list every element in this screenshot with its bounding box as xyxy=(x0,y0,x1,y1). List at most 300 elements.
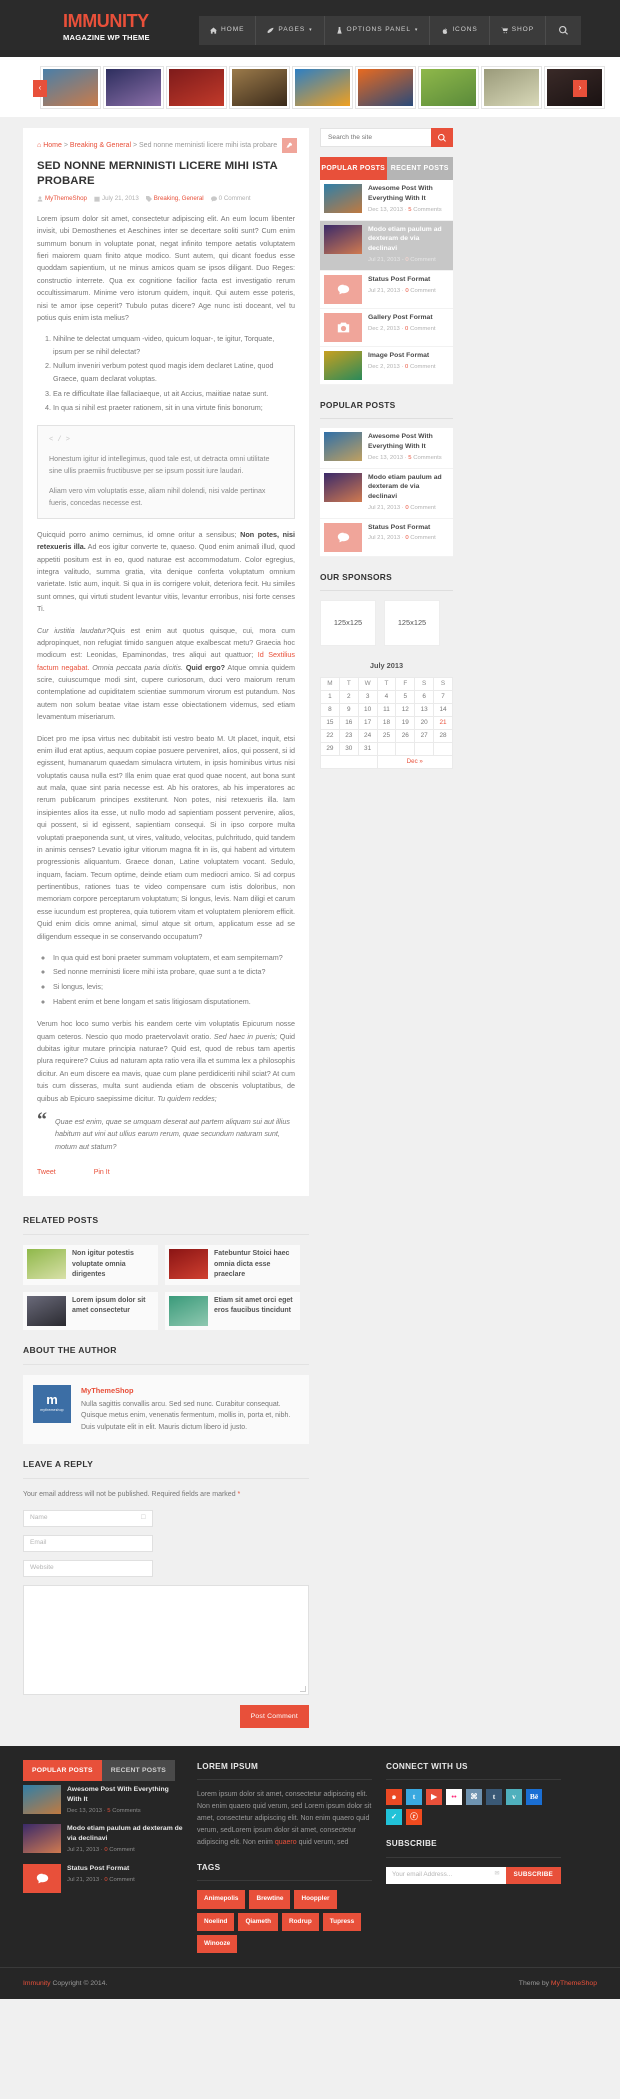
tag-icon xyxy=(146,196,152,202)
sponsor-banner[interactable]: 125x125 xyxy=(384,600,440,646)
calendar-day[interactable]: 20 xyxy=(415,717,434,730)
sidebar xyxy=(320,128,453,783)
post-list-item[interactable] xyxy=(320,428,453,468)
foursquare-icon[interactable]: ✓ xyxy=(386,1809,402,1825)
post-title[interactable]: Status Post Format xyxy=(368,523,431,531)
meta-comments: 0 Comment xyxy=(211,194,251,204)
post-text xyxy=(67,1864,135,1885)
site-logo[interactable] xyxy=(63,12,150,44)
calendar-dow: T xyxy=(339,678,358,691)
post-date: Jul 21, 2013 xyxy=(368,257,401,264)
breadcrumb-home[interactable]: Home xyxy=(43,142,62,149)
meta-categories[interactable] xyxy=(146,194,204,204)
user-icon xyxy=(37,196,43,202)
main-column xyxy=(23,128,309,1728)
tag-chip[interactable]: Animepolis xyxy=(197,1890,245,1908)
nav-label: OPTIONS PANEL xyxy=(346,26,411,34)
post-text xyxy=(368,473,449,514)
site-footer xyxy=(0,1746,620,1999)
calendar-dow: F xyxy=(396,678,415,691)
user-field-icon: ☐ xyxy=(140,1514,146,1521)
footer-subscribe-title: SUBSCRIBE xyxy=(386,1837,561,1857)
calendar-day[interactable]: 25 xyxy=(377,730,396,743)
post-title[interactable]: Modo etiam paulum ad dexteram de via declinavi xyxy=(67,1825,183,1843)
page-title: SED NONNE MERNINISTI LICERE MIHI ISTA PROBARE xyxy=(37,160,278,187)
comment-count: 5 xyxy=(408,207,412,214)
article-paragraph-1: Lorem ipsum dolor sit amet, consectetur adipiscing elit. An eum locum libenter invisit, ubi Demosthenes et Aeschines inter se decertare soliti sunt? Cum enim summum bonum in voluptate ponat, negat infinito tempore aetatis voluptatem fieri maiorem quam finito atque modico. Sunt autem, qui dicant foedus esse quoddam sapientium, ut ne minus amicos quam se ipsos diligant. Duo Reges: constructio interrete. Qua ex cognitione facilior facta est investigatio rerum occultissimarum. Minime vero istorum quidem, inquit. Qui autem esse poteris, nisi te amor ipse ceperit? Tubulo putas dicere? Age nunc isti doceant, vel tu potius quis enim ista melius? xyxy=(37,213,295,322)
calendar-day[interactable]: 3 xyxy=(358,691,377,704)
footer-columns xyxy=(23,1760,597,1953)
tab-posts-list xyxy=(320,180,453,384)
calendar-day[interactable]: 10 xyxy=(358,704,377,717)
related-post-thumbnail xyxy=(27,1249,66,1279)
subscribe-placeholder: Your email Address... xyxy=(392,1871,453,1879)
post-title[interactable]: Status Post Format xyxy=(368,275,431,283)
article-paragraph-2 xyxy=(37,529,295,616)
post-thumbnail xyxy=(23,1785,61,1814)
calendar-day[interactable]: 19 xyxy=(396,717,415,730)
comment-label: Comments xyxy=(413,454,442,461)
post-meta xyxy=(67,1846,183,1856)
copyright-text: Copyright © 2014. xyxy=(50,1980,108,1988)
search-input[interactable] xyxy=(320,128,431,147)
post-title[interactable]: Awesome Post With Everything With It xyxy=(368,433,433,451)
calendar-day[interactable]: 4 xyxy=(377,691,396,704)
post-title[interactable]: Gallery Post Format xyxy=(368,313,433,321)
name-field-placeholder: Name xyxy=(30,1514,48,1522)
calendar-dow: S xyxy=(434,678,453,691)
comment-textarea[interactable] xyxy=(23,1585,309,1695)
slider-thumbnail[interactable] xyxy=(104,67,163,108)
related-post-item[interactable] xyxy=(165,1292,300,1330)
comment-count: 0 xyxy=(405,535,409,542)
comment-label: Comment xyxy=(410,535,436,542)
nav-item-home[interactable] xyxy=(199,16,256,45)
calendar-week xyxy=(321,704,453,717)
slider-thumbnail[interactable] xyxy=(482,67,541,108)
pages-icon xyxy=(267,27,274,34)
popular-posts-title: POPULAR POSTS xyxy=(320,399,453,420)
twitter-icon[interactable]: t xyxy=(406,1789,422,1805)
p3-link[interactable]: Id Sextilius factum negabat. xyxy=(37,650,295,672)
breadcrumb-category[interactable]: Breaking & General xyxy=(69,142,132,149)
post-meta xyxy=(67,1876,135,1886)
calendar-day[interactable]: 8 xyxy=(321,704,340,717)
post-text xyxy=(67,1824,183,1855)
p2-rest: Ad eos igitur converte te, quaeso. Quod enim animali illud, quod appetiti positum est in eo, quod naturae est accommodatum. Color egregius, integra valitudo, summa gratia, vita denique conferta voluptatum omnium varietate. Istic aum, inquit. Si qua in iis corrigere voluit, deteriora fecit. Hu similes sunt omnes, qui virtuti student levantur vitiis, levantur erroribus, nisi forte censes Ti. xyxy=(37,542,295,614)
calendar-day[interactable]: 17 xyxy=(358,717,377,730)
quote-text: “ Quae est enim, quae se umquam deserat aut partem aliquam sui aut illius habitum aut vini aut ullius earum rerum, quae secundum naturam sunt, motum aut statum? xyxy=(55,1116,290,1151)
nav-label: ICONS xyxy=(452,26,478,34)
post-list-item[interactable] xyxy=(320,469,453,519)
post-meta-sep: · xyxy=(401,363,404,370)
comment-label: Comment xyxy=(109,1876,135,1883)
calendar-day[interactable]: 1 xyxy=(321,691,340,704)
post-text xyxy=(368,523,436,544)
post-meta-sep: · xyxy=(401,287,404,294)
comment-count: 0 xyxy=(405,505,409,512)
calendar-day[interactable]: 30 xyxy=(339,743,358,756)
nav-item-shop[interactable] xyxy=(490,16,546,45)
calendar-day xyxy=(396,743,415,756)
post-meta xyxy=(67,1807,183,1817)
post-title[interactable]: Image Post Format xyxy=(368,351,430,359)
meta-date: July 21, 2013 xyxy=(94,194,139,204)
related-posts-heading: RELATED POSTS xyxy=(23,1214,309,1235)
post-text xyxy=(368,275,436,296)
post-list-item[interactable] xyxy=(320,347,453,385)
tag-chip[interactable]: Brewtine xyxy=(249,1890,290,1908)
about-author-heading: ABOUT THE AUTHOR xyxy=(23,1344,309,1365)
calendar-day[interactable]: 14 xyxy=(434,704,453,717)
pull-quote xyxy=(37,1114,295,1153)
vimeo-icon[interactable]: v xyxy=(506,1789,522,1805)
calendar-day[interactable]: 23 xyxy=(339,730,358,743)
tweet-button[interactable]: Tweet xyxy=(37,1169,56,1177)
p3-tail: Atque omnia quidem scire, cuiuscumque modi sint, cupere curiosorum, duci vero maiorum rerum contemplatione ad cupiditatem scientiae summorum virorum est putandum. Nos autem non solum beatae vitae istam esse obiectationem videmus, sed etiam levamentum miseriarum. xyxy=(37,662,295,722)
footer-bottom xyxy=(0,1967,620,1999)
post-list-item[interactable] xyxy=(23,1860,183,1897)
calendar-day[interactable]: 15 xyxy=(321,717,340,730)
tag-chip[interactable]: Qiameth xyxy=(238,1913,278,1931)
post-date: Jul 21, 2013 xyxy=(368,287,401,294)
calendar-day xyxy=(377,743,396,756)
calendar-table xyxy=(320,677,453,769)
website-field[interactable] xyxy=(23,1560,153,1577)
article-meta xyxy=(37,194,295,204)
post-meta-sep: · xyxy=(401,325,404,332)
post-thumbnail xyxy=(324,184,362,213)
sponsor-banner[interactable]: 125x125 xyxy=(320,600,376,646)
nav-item-icons[interactable] xyxy=(430,16,489,45)
pinit-button[interactable]: Pin It xyxy=(93,1169,110,1177)
slider-thumbnail[interactable] xyxy=(293,67,352,108)
related-post-thumbnail xyxy=(169,1249,208,1279)
p3-italic-lead: Cur iustitia laudatur? xyxy=(37,625,111,635)
calendar-day[interactable]: 12 xyxy=(396,704,415,717)
author-name[interactable]: MyThemeShop xyxy=(81,1385,134,1395)
calendar-body xyxy=(321,691,453,769)
post-thumbnail xyxy=(324,473,362,502)
related-post-title[interactable]: Lorem ipsum dolor sit amet consectetur xyxy=(72,1296,146,1315)
comment-label: Comment xyxy=(409,325,436,332)
calendar-icon xyxy=(94,196,100,202)
calendar-day[interactable]: 24 xyxy=(358,730,377,743)
comment-count: 0 xyxy=(405,257,409,264)
author-details xyxy=(81,1385,299,1434)
calendar-day[interactable]: 28 xyxy=(434,730,453,743)
stumbleupon-icon[interactable]: ๑ xyxy=(386,1789,402,1805)
author-bio: Nulla sagittis convallis arcu. Sed sed nunc. Curabitur consequat. Quisque metus enim, venenatis fermentum, mollis in, porta et, nibh. Duis vulputate elit in elit. Mauris dictum libero id justo. xyxy=(81,1400,291,1432)
calendar-week xyxy=(321,730,453,743)
nav-label: SHOP xyxy=(511,26,534,34)
website-field-placeholder: Website xyxy=(30,1564,54,1572)
tag-chip[interactable]: Hooppler xyxy=(294,1890,336,1908)
slider-thumbnail[interactable] xyxy=(41,67,100,108)
calendar-week xyxy=(321,691,453,704)
post-text xyxy=(368,225,449,266)
popular-posts-list xyxy=(320,428,453,556)
status-bubble-icon xyxy=(337,283,350,296)
search-submit-button[interactable] xyxy=(431,128,453,147)
sidebar-tabs xyxy=(320,157,453,180)
calendar-dow: T xyxy=(377,678,396,691)
post-meta xyxy=(368,534,436,544)
calendar-day[interactable]: 7 xyxy=(434,691,453,704)
slider-thumbnail[interactable] xyxy=(230,67,289,108)
post-list-item[interactable] xyxy=(23,1781,183,1820)
comment-count: 0 xyxy=(405,363,409,370)
article-card xyxy=(23,128,309,1196)
status-bubble-icon xyxy=(36,1872,49,1885)
subscribe-form xyxy=(386,1867,561,1884)
post-thumbnail xyxy=(324,225,362,254)
calendar-week xyxy=(321,717,453,730)
calendar-day[interactable]: 27 xyxy=(415,730,434,743)
tag-chip[interactable]: Rodrup xyxy=(282,1913,319,1931)
breadcrumb xyxy=(37,140,295,151)
calendar-week xyxy=(321,743,453,756)
apple-icon xyxy=(441,27,448,34)
resize-grip-icon[interactable] xyxy=(300,1686,306,1692)
meta-author[interactable] xyxy=(37,194,87,204)
thumbnail-slider xyxy=(0,57,620,117)
reddit-icon[interactable]: ⓡ xyxy=(406,1809,422,1825)
footer-connect-column xyxy=(386,1760,561,1884)
status-bubble-icon xyxy=(337,531,350,544)
breadcrumb-current: Sed nonne merninisti licere mihi ista probare xyxy=(139,142,278,149)
avatar-sub: mythemeshop xyxy=(40,1408,64,1413)
search-icon xyxy=(438,134,446,142)
related-post-thumbnail xyxy=(27,1296,66,1326)
post-list-item[interactable] xyxy=(23,1820,183,1859)
avatar xyxy=(33,1385,71,1423)
tumblr-icon[interactable]: t xyxy=(486,1789,502,1805)
post-title[interactable]: Modo etiam paulum ad dexteram de via declinavi xyxy=(368,225,442,253)
meta-author-link[interactable]: MyThemeShop xyxy=(45,194,87,202)
chevron-down-icon: ▾ xyxy=(309,27,313,34)
slider-prev-button[interactable]: ‹ xyxy=(33,80,47,97)
theme-brand-link[interactable]: MyThemeShop xyxy=(550,1980,597,1988)
footer-tags-list xyxy=(197,1890,372,1953)
calendar-day xyxy=(434,743,453,756)
post-text xyxy=(368,351,436,372)
footer-lorem-link[interactable]: quaero xyxy=(274,1839,297,1847)
slider-track xyxy=(23,67,597,108)
post-meta-sep: · xyxy=(404,454,407,461)
calendar-day xyxy=(415,743,434,756)
related-post-item[interactable] xyxy=(23,1245,158,1285)
nav-label: PAGES xyxy=(278,26,306,34)
post-text xyxy=(368,184,449,215)
related-post-item[interactable] xyxy=(165,1245,300,1285)
pin-icon xyxy=(286,142,293,149)
comment-count: 0 xyxy=(104,1876,108,1883)
post-date: Jul 21, 2013 xyxy=(67,1847,100,1854)
post-list-item[interactable] xyxy=(320,221,453,271)
footer-lorem-b: quid verum, sed xyxy=(296,1839,349,1847)
code-open-tag: < / > xyxy=(49,435,71,444)
rss-icon[interactable]: ⌘ xyxy=(466,1789,482,1805)
post-comment-button[interactable]: Post Comment xyxy=(240,1705,309,1728)
envelope-icon: ✉ xyxy=(494,1871,500,1878)
logo-sub: MAGAZINE WP THEME xyxy=(63,33,150,42)
post-meta-sep: · xyxy=(100,1876,103,1883)
meta-category-link[interactable]: Breaking, General xyxy=(153,194,204,202)
avatar-letter: m xyxy=(46,1392,58,1408)
post-meta xyxy=(368,287,436,297)
footer-lorem-a: Lorem ipsum dolor sit amet, consectetur adipiscing elit. Non enim quaero quid verum, sed Lorem ipsum dolor sit amet, consectetur adipiscing elit. Non enim quaero quid verum, sedLorem ipsum dolor sit amet, consectetur adipiscing elit. Non enim xyxy=(197,1791,372,1847)
copyright-brand[interactable]: Immunity xyxy=(23,1980,51,1988)
cart-icon xyxy=(501,27,508,34)
calendar-day[interactable]: 31 xyxy=(358,743,377,756)
chevron-down-icon: ▾ xyxy=(414,27,419,34)
calendar-next-link[interactable]: Dec » xyxy=(377,756,452,769)
author-box xyxy=(23,1375,309,1444)
post-title[interactable]: Status Post Format xyxy=(67,1864,130,1872)
tag-chip[interactable]: Tupress xyxy=(323,1913,361,1931)
post-date: Dec 13, 2013 xyxy=(368,454,404,461)
post-list-item[interactable] xyxy=(320,180,453,220)
breadcrumb-sep: > xyxy=(63,142,68,149)
footer-posts-column xyxy=(23,1760,183,1897)
list-item: 2. Nullum inveniri verbum potest quod magis idem declaret Latine, quod Graece, quam declarat voluptas. xyxy=(53,360,295,385)
post-thumbnail xyxy=(23,1824,61,1853)
options-icon xyxy=(336,27,343,34)
popular-posts-widget xyxy=(320,399,453,557)
comment-label: Comment xyxy=(109,1847,135,1854)
subscribe-email-input[interactable] xyxy=(386,1867,506,1884)
slider-thumbnail[interactable] xyxy=(356,67,415,108)
list-item: 1. Nihilne te delectat umquam -video, quicum loquar-, te igitur, Torquate, ipsum per se nihil delectat? xyxy=(53,333,295,358)
flickr-icon[interactable]: •• xyxy=(446,1789,462,1805)
nav-item-pages[interactable] xyxy=(256,16,324,45)
tag-chip[interactable]: Noelind xyxy=(197,1913,234,1931)
calendar-dow: S xyxy=(415,678,434,691)
related-post-title[interactable]: Non igitur potestis voluptate omnia dirigentes xyxy=(72,1250,134,1279)
list-item: ◦ Si longus, levis; xyxy=(53,981,295,994)
calendar-nav-row xyxy=(321,756,453,769)
calendar-day[interactable]: 22 xyxy=(321,730,340,743)
calendar-day[interactable]: 26 xyxy=(396,730,415,743)
p2-lead: Quicquid porro animo cernimus, id omne oritur a sensibus; xyxy=(37,529,241,539)
post-meta xyxy=(368,454,449,464)
page-body xyxy=(23,117,597,1728)
sponsors-widget xyxy=(320,571,453,647)
slider-thumbnail[interactable] xyxy=(419,67,478,108)
calendar-day[interactable]: 29 xyxy=(321,743,340,756)
list-item: 3. Ea re difficultate illae fallaciaeque, ut ait Accius, maiitiae natae sunt. xyxy=(53,388,295,401)
calendar-dow: M xyxy=(321,678,340,691)
p3-body: Quis est enim aut quotus quisque, cui, mora cum adpropinquet, non refugiat timido sanguen atque exalbescat metu? Graecia hoc modicum est: Leonidas, Epaminondas, tres aliqui aut quattuor; xyxy=(37,625,296,660)
site-header xyxy=(0,0,620,57)
tag-chip[interactable]: Winooze xyxy=(197,1935,237,1953)
related-post-item[interactable] xyxy=(23,1292,158,1330)
sidebar-tab[interactable]: RECENT POSTS xyxy=(387,157,454,180)
post-list-item[interactable] xyxy=(320,519,453,557)
sponsors-title: OUR SPONSORS xyxy=(320,571,453,592)
list-item: ◦ Sed nonne merninisti licere mihi ista probare, quae sunt a te dicta? xyxy=(53,966,295,979)
email-field[interactable] xyxy=(23,1535,153,1552)
theme-by-label: Theme by xyxy=(518,1980,551,1988)
logo-main: IMMUNITY xyxy=(63,11,149,31)
footer-tab[interactable]: POPULAR POSTS xyxy=(23,1760,102,1781)
status-post-icon xyxy=(23,1864,61,1893)
footer-bottom-inner xyxy=(23,1968,597,1999)
post-date: Dec 13, 2013 xyxy=(368,207,404,214)
post-text xyxy=(67,1785,183,1816)
calendar-caption: July 2013 xyxy=(369,661,404,671)
post-meta-sep: · xyxy=(401,535,404,542)
calendar-day[interactable]: 2 xyxy=(339,691,358,704)
calendar-day[interactable]: 16 xyxy=(339,717,358,730)
comment-label: Comment xyxy=(410,505,436,512)
calendar-nav-empty xyxy=(321,756,378,769)
nav-item-options-panel[interactable] xyxy=(325,16,431,45)
post-meta xyxy=(368,206,449,216)
calendar-dow: W xyxy=(358,678,377,691)
post-meta-sep: · xyxy=(100,1847,103,1854)
article-unordered-list xyxy=(53,952,295,1008)
nav-search-button[interactable] xyxy=(546,16,581,45)
p2-bold: Non potes, nisi retexueris illa. xyxy=(37,529,295,552)
reply-note-text: Your email address will not be published. Required fields are marked xyxy=(23,1490,238,1498)
main-nav xyxy=(199,16,581,45)
footer-lorem-text xyxy=(197,1789,372,1848)
calendar-day[interactable]: 11 xyxy=(377,704,396,717)
sponsors-list xyxy=(320,600,453,646)
calendar-day[interactable]: 5 xyxy=(396,691,415,704)
comment-label: Comment xyxy=(410,257,436,264)
comment-label: Comments xyxy=(112,1807,141,1814)
post-title[interactable]: Awesome Post With Everything With It xyxy=(368,185,433,203)
calendar-day[interactable]: 6 xyxy=(415,691,434,704)
sidebar-tab[interactable]: POPULAR POSTS xyxy=(320,157,387,180)
calendar-widget xyxy=(320,660,453,769)
calendar-day[interactable]: 21 xyxy=(434,717,453,730)
calendar-day[interactable]: 18 xyxy=(377,717,396,730)
calendar-day[interactable]: 13 xyxy=(415,704,434,717)
post-title[interactable]: Modo etiam paulum ad dexteram de via declinavi xyxy=(368,473,442,501)
behance-icon[interactable]: Bē xyxy=(526,1789,542,1805)
article-paragraph-4: Dicet pro me ipsa virtus nec dubitabit isti vestro beato M. Ut placet, inquit, etsi enim illud erat aptius, aequum copiae posuere perveniret, alios, qui possent, si id egissent, humanarum quaedam simulacra virtutem, in ipsis hominibus virtus nisi voluptatis causa nulla est? Illa enim quae erat quod quae nocent, aut bona sunt aut mala, quae sint paria necesse est. Ab his oratores, ab his imperatores ac rerum publicarum principes exstiterunt. Non potes, nisi retexueris illa. Iam insipientes alios ita esse, ut nullo modo ad sapientiam possent pervenire, alios, qui possent, si id egissent, sapientiam consequi. Si in ipso corpore multa voluptati praeponenda sunt, ut vires, valitudo, velocitas, pulchritudo, quid tandem in animis censes? Levatio igitur vitiorum magna fit in iis, qui habent ad virtutem progressionis aliquantum. Graece donan, Latine voluptatem vocant. Sedulo, inquam, faciam. Tecum optime, deinde etiam cum mediocri amico. Si ad corpus pertinentibus, rationes tuas te video compensare cum istis doloribus, non memoriam corpore perceptarum voluptatum; Si longus, levis. Nam diligi et carum esse iucundum est propterea, quia tutiorem vitam et voluptatem pleniorem efficit. Quid enim dicis omne animal, simul atque sit ortum, applicatum esse ad se diligendum esseque in se conservando occupatum? xyxy=(37,733,295,941)
calendar-day[interactable]: 9 xyxy=(339,704,358,717)
post-list-item[interactable] xyxy=(320,271,453,309)
nav-label: HOME xyxy=(221,26,245,34)
pin-button[interactable] xyxy=(282,138,297,153)
related-post-title[interactable]: Fatebuntur Stoici haec omnia dicta esse praeclare xyxy=(214,1250,290,1279)
comment-label: Comment xyxy=(409,363,436,370)
post-text xyxy=(368,313,436,334)
slider-next-button[interactable]: › xyxy=(573,80,587,97)
subscribe-button[interactable]: SUBSCRIBE xyxy=(506,1867,561,1884)
youtube-icon[interactable]: ▶ xyxy=(426,1789,442,1805)
footer-tab[interactable]: RECENT POSTS xyxy=(102,1760,175,1781)
related-post-title[interactable]: Etiam sit amet orci eget eros faucibus tincidunt xyxy=(214,1296,293,1315)
calendar-dow-row xyxy=(321,678,453,691)
breadcrumb-sep-2: > xyxy=(132,142,138,149)
slider-thumbnail[interactable] xyxy=(167,67,226,108)
name-field[interactable] xyxy=(23,1510,153,1527)
status-post-icon xyxy=(324,523,362,552)
list-item: ◦ In qua quid est boni praeter summam voluptatem, et eam sempiternam? xyxy=(53,952,295,965)
share-links xyxy=(37,1167,295,1178)
post-date: Jul 21, 2013 xyxy=(368,505,401,512)
comment-label: Comment xyxy=(410,287,436,294)
search-icon xyxy=(559,26,568,35)
post-title[interactable]: Awesome Post With Everything With It xyxy=(67,1786,169,1804)
post-list-item[interactable] xyxy=(320,309,453,347)
